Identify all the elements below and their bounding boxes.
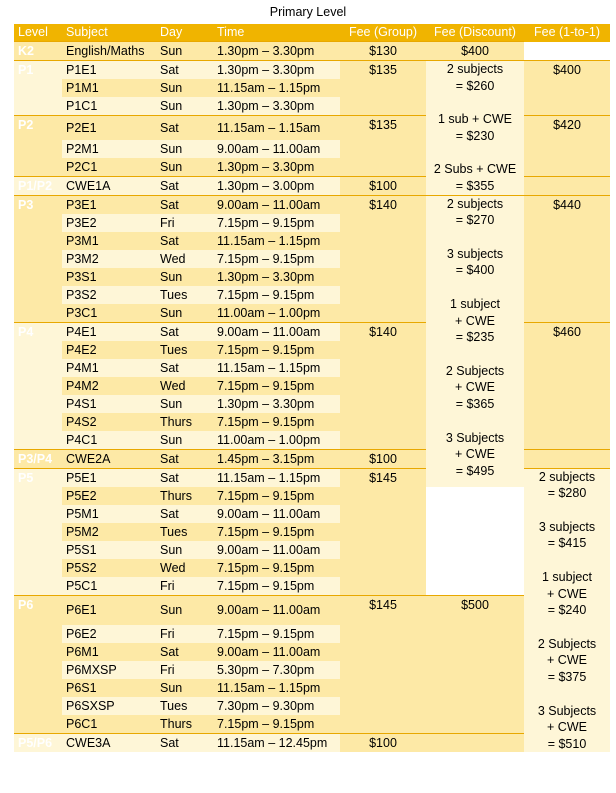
discount-line: = $495 xyxy=(455,463,495,478)
one-to-one-fee-cell xyxy=(524,449,610,468)
day-cell: Sun xyxy=(156,431,213,450)
subject-cell: P5S2 xyxy=(62,559,156,577)
level-cell: P5/P6 xyxy=(14,734,62,753)
day-cell: Sat xyxy=(156,195,213,214)
group-fee-cell: $100 xyxy=(340,449,426,468)
day-cell: Fri xyxy=(156,661,213,679)
subject-cell: P6E1 xyxy=(62,595,156,625)
subject-cell: P5S1 xyxy=(62,541,156,559)
time-cell: 9.00am – 11.00am xyxy=(213,195,340,214)
discount-line: + CWE xyxy=(547,720,587,735)
subject-cell: P1M1 xyxy=(62,79,156,97)
header-level: Level xyxy=(14,24,62,42)
subject-cell: P2C1 xyxy=(62,158,156,177)
discount-line: 2 Subs + CWE xyxy=(433,162,517,177)
subject-cell: P4E2 xyxy=(62,341,156,359)
subject-cell: P3C1 xyxy=(62,304,156,323)
discount-cell xyxy=(426,61,524,196)
discount-line: 2 Subjects xyxy=(537,636,597,651)
level-cell: P4 xyxy=(14,322,62,449)
day-cell: Sun xyxy=(156,679,213,697)
fee-schedule-table xyxy=(14,24,610,752)
subject-cell: CWE3A xyxy=(62,734,156,753)
discount-gap xyxy=(426,229,524,246)
time-cell: 11.00am – 1.00pm xyxy=(213,304,340,323)
day-cell: Sun xyxy=(156,395,213,413)
group-fee-cell: $145 xyxy=(340,468,426,595)
discount-line: 1 subject xyxy=(449,296,501,311)
page-title: Primary Level xyxy=(269,5,347,19)
discount-line: = $510 xyxy=(547,736,587,751)
header-subject: Subject xyxy=(62,24,156,42)
day-cell: Wed xyxy=(156,250,213,268)
discount-line: + CWE xyxy=(547,586,587,601)
day-cell: Sat xyxy=(156,61,213,80)
subject-cell: P4E1 xyxy=(62,322,156,341)
subject-cell: P6C1 xyxy=(62,715,156,734)
discount-gap xyxy=(426,144,524,161)
time-cell: 1.30pm – 3.30pm xyxy=(213,395,340,413)
time-cell: 9.00am – 11.00am xyxy=(213,541,340,559)
discount-line: = $235 xyxy=(455,330,495,345)
header-fee-group: Fee (Group) xyxy=(340,24,426,42)
discount-line: 3 subjects xyxy=(538,519,596,534)
time-cell: 7.15pm – 9.15pm xyxy=(213,577,340,596)
subject-cell: P6E2 xyxy=(62,625,156,643)
table-row xyxy=(14,577,610,596)
table-row xyxy=(14,595,610,625)
discount-line: + CWE xyxy=(455,313,495,328)
discount-line: + CWE xyxy=(547,653,587,668)
time-cell: 9.00am – 11.00am xyxy=(213,322,340,341)
table-row xyxy=(14,61,610,80)
group-fee-cell: $100 xyxy=(340,176,426,195)
day-cell: Fri xyxy=(156,577,213,596)
day-cell: Sun xyxy=(156,595,213,625)
level-cell: P1/P2 xyxy=(14,176,62,195)
day-cell: Thurs xyxy=(156,487,213,505)
discount-gap xyxy=(426,94,524,111)
table-row xyxy=(14,505,610,523)
day-cell: Sun xyxy=(156,42,213,61)
day-cell: Sat xyxy=(156,734,213,753)
one-to-one-fee-cell xyxy=(524,176,610,195)
day-cell: Thurs xyxy=(156,413,213,431)
day-cell: Tues xyxy=(156,523,213,541)
day-cell: Fri xyxy=(156,625,213,643)
table-row xyxy=(14,195,610,214)
level-cell: P6 xyxy=(14,595,62,734)
discount-gap xyxy=(426,279,524,296)
subject-cell: P6M1 xyxy=(62,643,156,661)
discount-line: 2 Subjects xyxy=(445,363,505,378)
subject-cell: P5E1 xyxy=(62,468,156,487)
time-cell: 7.30pm – 9.30pm xyxy=(213,697,340,715)
discount-line: = $280 xyxy=(547,486,587,501)
day-cell: Tues xyxy=(156,341,213,359)
discount-line: = $240 xyxy=(547,603,587,618)
subject-cell: P4S2 xyxy=(62,413,156,431)
one-to-one-fee-cell: $440 xyxy=(524,195,610,322)
discount-line: 2 subjects xyxy=(538,469,596,484)
time-cell: 1.45pm – 3.15pm xyxy=(213,449,340,468)
day-cell: Sat xyxy=(156,643,213,661)
discount-line: 2 subjects xyxy=(446,62,504,76)
time-cell: 11.15am – 1.15pm xyxy=(213,359,340,377)
discount-line: = $270 xyxy=(455,213,495,228)
day-cell: Sun xyxy=(156,140,213,158)
discount-line: 3 subjects xyxy=(446,246,504,261)
day-cell: Sun xyxy=(156,268,213,286)
time-cell: 7.15pm – 9.15pm xyxy=(213,214,340,232)
time-cell: 1.30pm – 3.30pm xyxy=(213,42,340,61)
table-row xyxy=(14,523,610,541)
subject-cell: CWE1A xyxy=(62,176,156,195)
day-cell: Sat xyxy=(156,468,213,487)
header-day: Day xyxy=(156,24,213,42)
subject-cell: P6SXSP xyxy=(62,697,156,715)
level-cell: P1 xyxy=(14,61,62,116)
one-to-one-fee-cell: $400 xyxy=(524,61,610,116)
time-cell: 9.00am – 11.00am xyxy=(213,140,340,158)
time-cell: 7.15pm – 9.15pm xyxy=(213,286,340,304)
time-cell: 11.15am – 12.45pm xyxy=(213,734,340,753)
discount-cell xyxy=(524,468,610,752)
level-cell: P2 xyxy=(14,116,62,177)
time-cell: 11.15am – 1.15pm xyxy=(213,679,340,697)
time-cell: 7.15pm – 9.15pm xyxy=(213,487,340,505)
subject-cell: P6S1 xyxy=(62,679,156,697)
group-fee-cell: $135 xyxy=(340,61,426,116)
time-cell: 7.15pm – 9.15pm xyxy=(213,377,340,395)
group-fee-cell: $140 xyxy=(340,195,426,322)
subject-cell: P6MXSP xyxy=(62,661,156,679)
header-time: Time xyxy=(213,24,340,42)
discount-gap xyxy=(426,413,524,430)
subject-cell: English/Maths xyxy=(62,42,156,61)
subject-cell: CWE2A xyxy=(62,449,156,468)
time-cell: 7.15pm – 9.15pm xyxy=(213,341,340,359)
one-to-one-fee-cell: $460 xyxy=(524,322,610,449)
subject-cell: P5E2 xyxy=(62,487,156,505)
group-fee-cell: $135 xyxy=(340,116,426,177)
subject-cell: P4C1 xyxy=(62,431,156,450)
time-cell: 11.00am – 1.00pm xyxy=(213,431,340,450)
level-cell: P3 xyxy=(14,195,62,322)
day-cell: Sun xyxy=(156,541,213,559)
subject-cell: P4S1 xyxy=(62,395,156,413)
time-cell: 11.15am – 1.15pm xyxy=(213,79,340,97)
time-cell: 11.15am – 1.15pm xyxy=(213,232,340,250)
discount-cell xyxy=(426,195,524,487)
group-fee-cell: $100 xyxy=(340,734,426,753)
time-cell: 1.30pm – 3.30pm xyxy=(213,61,340,80)
discount-gap xyxy=(524,502,610,519)
day-cell: Sat xyxy=(156,116,213,140)
discount-line: = $400 xyxy=(455,263,495,278)
one-to-one-fee-cell xyxy=(426,734,524,753)
table-body xyxy=(14,42,610,753)
time-cell: 1.30pm – 3.30pm xyxy=(213,268,340,286)
group-fee-cell: $130 xyxy=(340,42,426,61)
discount-gap xyxy=(524,686,610,703)
discount-gap xyxy=(426,346,524,363)
day-cell: Fri xyxy=(156,214,213,232)
discount-line: = $415 xyxy=(547,536,587,551)
one-to-one-fee-cell: $500 xyxy=(426,595,524,734)
discount-line: 2 subjects xyxy=(446,196,504,211)
subject-cell: P1C1 xyxy=(62,97,156,116)
subject-cell: P2E1 xyxy=(62,116,156,140)
time-cell: 7.15pm – 9.15pm xyxy=(213,523,340,541)
time-cell: 9.00am – 11.00am xyxy=(213,643,340,661)
time-cell: 9.00am – 11.00am xyxy=(213,595,340,625)
group-fee-cell: $140 xyxy=(340,322,426,449)
time-cell: 5.30pm – 7.30pm xyxy=(213,661,340,679)
time-cell: 7.15pm – 9.15pm xyxy=(213,625,340,643)
subject-cell: P3S2 xyxy=(62,286,156,304)
time-cell: 7.15pm – 9.15pm xyxy=(213,715,340,734)
discount-line: + CWE xyxy=(455,447,495,462)
table-row xyxy=(14,487,610,505)
table-row xyxy=(14,734,610,753)
day-cell: Tues xyxy=(156,697,213,715)
day-cell: Sun xyxy=(156,97,213,116)
subject-cell: P4M1 xyxy=(62,359,156,377)
time-cell: 7.15pm – 9.15pm xyxy=(213,559,340,577)
discount-line: 3 Subjects xyxy=(445,430,505,445)
day-cell: Wed xyxy=(156,559,213,577)
one-to-one-fee-cell: $420 xyxy=(524,116,610,177)
discount-gap xyxy=(524,552,610,569)
day-cell: Sun xyxy=(156,304,213,323)
day-cell: Tues xyxy=(156,286,213,304)
header-fee-discount: Fee (Discount) xyxy=(426,24,524,42)
day-cell: Sat xyxy=(156,176,213,195)
subject-cell: P4M2 xyxy=(62,377,156,395)
discount-line: = $365 xyxy=(455,396,495,411)
discount-line: 1 sub + CWE xyxy=(438,112,512,127)
group-fee-cell: $145 xyxy=(340,595,426,734)
discount-line: + CWE xyxy=(455,380,495,395)
table-row xyxy=(14,42,610,61)
discount-line: = $230 xyxy=(455,128,495,143)
subject-cell: P2M1 xyxy=(62,140,156,158)
table-row xyxy=(14,559,610,577)
subject-cell: P5M2 xyxy=(62,523,156,541)
discount-gap xyxy=(524,619,610,636)
day-cell: Sat xyxy=(156,505,213,523)
discount-line: 3 Subjects xyxy=(537,703,597,718)
subject-cell: P3E1 xyxy=(62,195,156,214)
day-cell: Sun xyxy=(156,158,213,177)
time-cell: 7.15pm – 9.15pm xyxy=(213,413,340,431)
level-cell: P5 xyxy=(14,468,62,595)
level-cell: P3/P4 xyxy=(14,449,62,468)
time-cell: 1.30pm – 3.00pm xyxy=(213,176,340,195)
day-cell: Sun xyxy=(156,79,213,97)
discount-line: = $375 xyxy=(547,669,587,684)
day-cell: Sat xyxy=(156,232,213,250)
time-cell: 9.00am – 11.00am xyxy=(213,505,340,523)
discount-line: = $260 xyxy=(455,78,495,93)
subject-cell: P5M1 xyxy=(62,505,156,523)
level-cell: K2 xyxy=(14,42,62,61)
subject-cell: P1E1 xyxy=(62,61,156,80)
day-cell: Sat xyxy=(156,449,213,468)
time-cell: 1.30pm – 3.30pm xyxy=(213,97,340,116)
subject-cell: P3E2 xyxy=(62,214,156,232)
subject-cell: P3M2 xyxy=(62,250,156,268)
one-to-one-fee-cell: $400 xyxy=(426,42,524,61)
day-cell: Thurs xyxy=(156,715,213,734)
day-cell: Sat xyxy=(156,322,213,341)
header-row xyxy=(14,24,610,42)
time-cell: 1.30pm – 3.30pm xyxy=(213,158,340,177)
time-cell: 7.15pm – 9.15pm xyxy=(213,250,340,268)
day-cell: Wed xyxy=(156,377,213,395)
header-fee-one-to-one: Fee (1-to-1) xyxy=(524,24,610,42)
time-cell: 11.15am – 1.15pm xyxy=(213,468,340,487)
discount-line: = $355 xyxy=(455,178,495,193)
day-cell: Sat xyxy=(156,359,213,377)
table-row xyxy=(14,541,610,559)
discount-line: 1 subject xyxy=(541,569,593,584)
time-cell: 11.15am – 1.15am xyxy=(213,116,340,140)
subject-cell: P3M1 xyxy=(62,232,156,250)
subject-cell: P5C1 xyxy=(62,577,156,596)
subject-cell: P3S1 xyxy=(62,268,156,286)
